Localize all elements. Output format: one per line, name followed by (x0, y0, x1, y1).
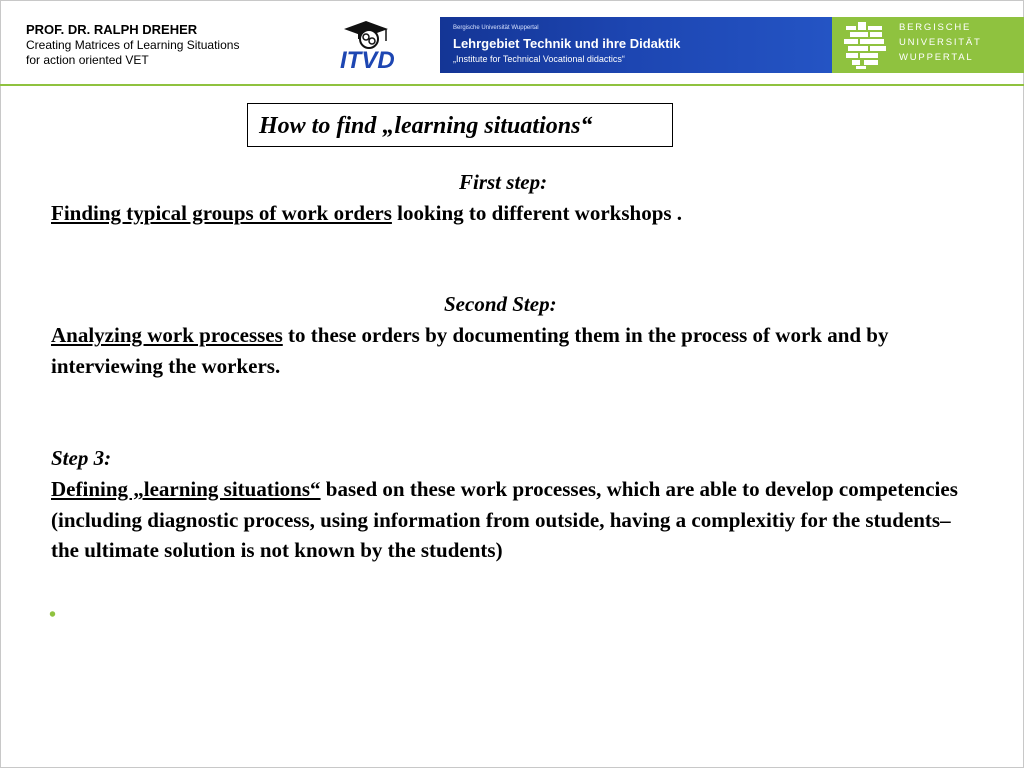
banner-small-text: Bergische Universität Wuppertal (453, 25, 539, 31)
step2-heading: Second Step: (444, 292, 557, 316)
itvd-logo-icon (336, 17, 440, 73)
step3-rest: based on these work processes, which are able to develop competencies (including diagnostic process, using information from outside, having a complexitiy for the students– the ultimate solution is not known by the students) (51, 477, 958, 562)
author-subtitle-line1: Creating Matrices of Learning Situations (26, 38, 240, 52)
step1-underlined: Finding typical groups of work orders (51, 201, 392, 225)
university-name-line2: UNIVERSITÄT (899, 37, 982, 48)
step2-rest: to these orders by documenting them in the process of work and by interviewing the workers. (51, 323, 889, 378)
step3-underlined: Defining „learning situations“ (51, 477, 321, 501)
itvd-logo-text: ITVD (340, 47, 395, 73)
itvd-banner (336, 17, 832, 73)
step2-underlined: Analyzing work processes (51, 323, 283, 347)
university-block (832, 17, 1024, 73)
title-box (247, 103, 673, 147)
step1-text (51, 198, 981, 229)
author-name: PROF. DR. RALPH DREHER (26, 22, 198, 37)
banner-subtitle: „Institute for Technical Vocational didactics“ (453, 54, 625, 64)
empty-bullet: • (49, 604, 57, 626)
step3-text (51, 474, 981, 566)
banner-title: Lehrgebiet Technik und ihre Didaktik (453, 36, 681, 51)
step1-heading: First step: (459, 170, 548, 194)
author-block (26, 22, 239, 68)
university-emblem-icon (842, 20, 890, 70)
step1-rest: looking to different workshops . (391, 201, 683, 225)
author-subtitle-line2: for action oriented VET (26, 53, 149, 67)
university-name-line3: WUPPERTAL (899, 52, 974, 63)
slide-title: How to find „learning situations“ (259, 113, 593, 139)
university-name-line1: BERGISCHE (899, 22, 972, 33)
header-divider (0, 84, 1024, 86)
step3-heading: Step 3: (51, 446, 112, 470)
step2-text (51, 320, 951, 381)
